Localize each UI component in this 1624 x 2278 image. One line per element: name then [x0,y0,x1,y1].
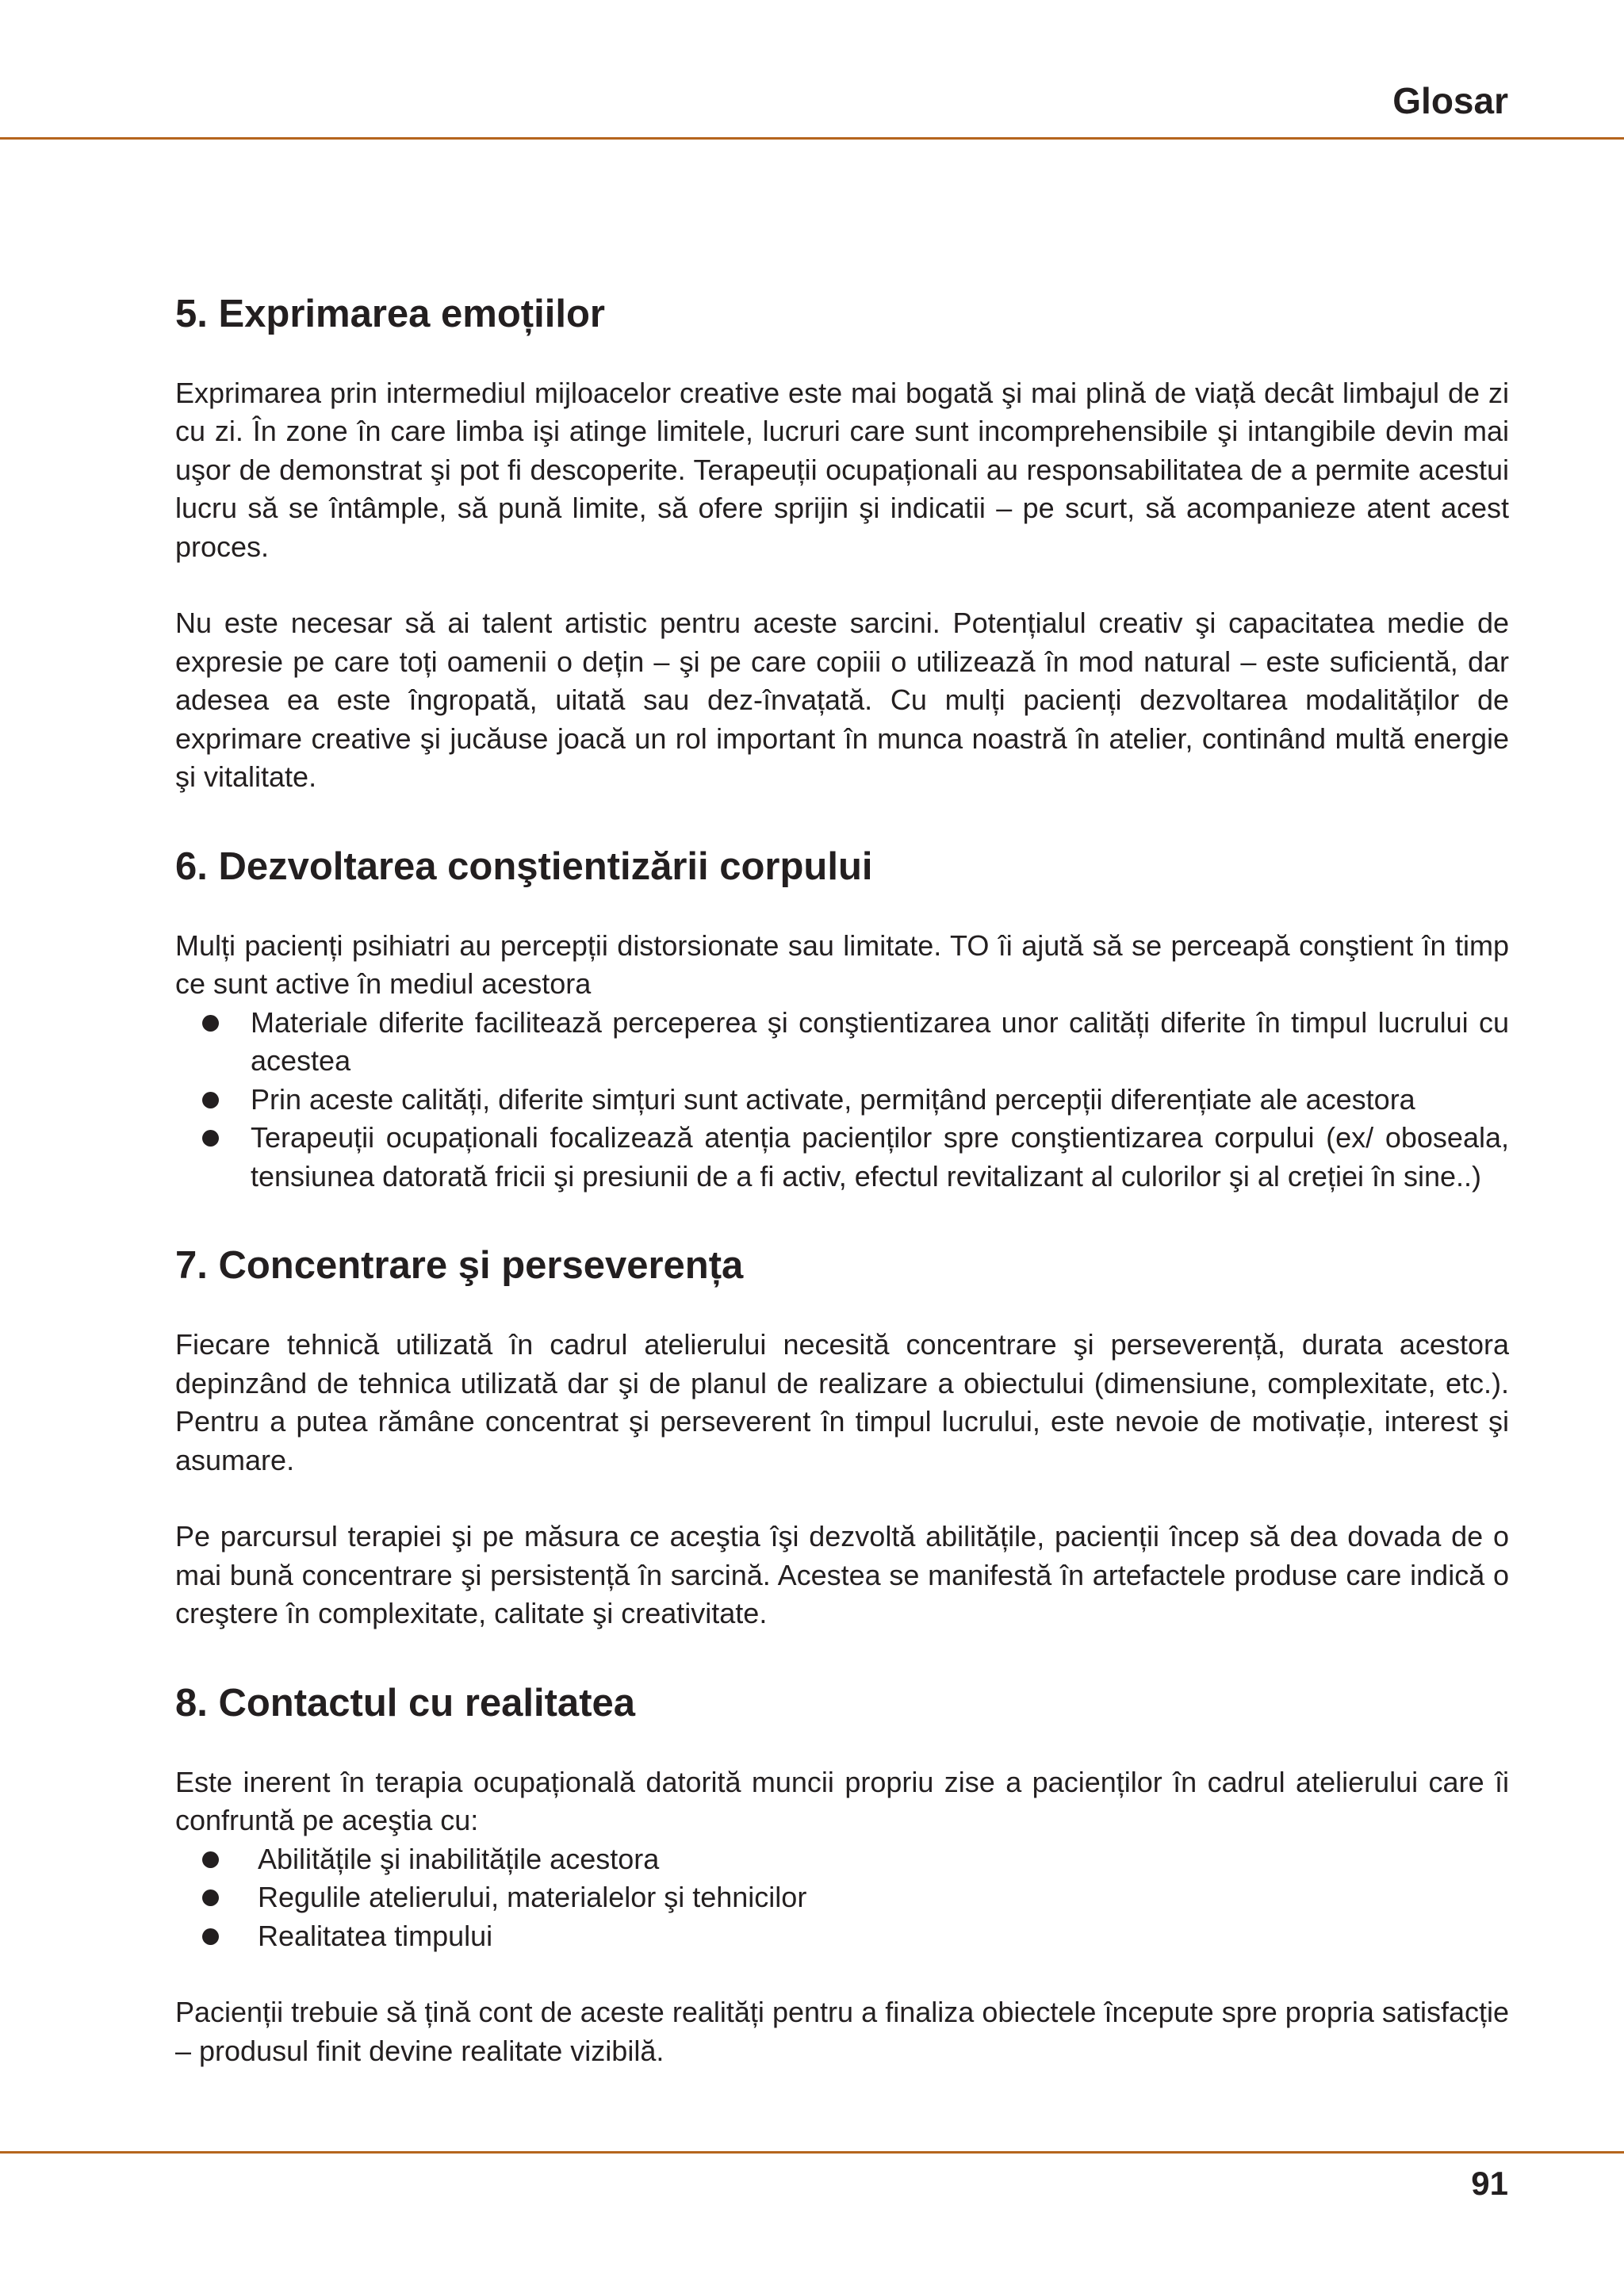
header-rule [0,137,1624,140]
list-item-text: Realitatea timpului [258,1919,493,1952]
section-heading: 8. Contactul cu realitatea [175,1681,636,1725]
footer-rule [0,2151,1624,2154]
section-heading: 7. Concentrare şi perseverența [175,1244,744,1288]
paragraph: Fiecare tehnică utilizată în cadrul atelierului necesită concentrare şi perseverență, durata acestora depinzând de tehnica utilizată dar şi de planul de realizare a obiectului (dimensiune, complexitate, etc.). Pentru a putea rămâne concentrat şi perseverent în timpul lucrului, este nevoie de motivație, interest şi asumare. [175,1328,1509,1476]
list-item [175,1081,1509,1120]
section-constientizarea-corpului [175,846,1509,1196]
list-item [175,1004,1509,1081]
list-item-text: Materiale diferite facilitează perceperea şi conştientizarea unor calități diferite în timpul lucrului cu acestea [251,1005,1509,1078]
section-contactul-cu-realitatea [175,1683,1509,2070]
list-item [175,1917,1509,1956]
bullet-icon [202,1130,219,1147]
page-number: 91 [1471,2165,1508,2202]
page-content [175,293,1509,2070]
bullet-icon [202,1889,219,1906]
paragraph: Este inerent în terapia ocupațională datorită muncii propriu zise a pacienților în cadrul atelierului care îi confruntă pe aceştia cu: [175,1765,1509,1837]
bullet-icon [202,1092,219,1108]
paragraph: Nu este necesar să ai talent artistic pentru aceste sarcini. Potențialul creativ şi capacitatea medie de expresie pe care toți oamenii o dețin – şi pe care copiii o utilizează în mod natural – este suficientă, dar adesea ea este îngropată, uitată sau dez-învațată. Cu mulți pacienți dezvoltarea modalităților de exprimare creative şi jucăuse joacă un rol important în munca noastră în atelier, continând multă energie şi vitalitate. [175,607,1509,794]
list-item-text: Abilitățile şi inabilitățile acestora [258,1842,660,1875]
list-item [175,1878,1509,1917]
list-item-text: Regulile atelierului, materialelor şi tehnicilor [258,1881,807,1914]
running-header: Glosar [1392,80,1508,121]
list-item-text: Prin aceste calități, diferite simțuri sunt activate, permițând percepții diferențiate ale acestora [251,1082,1415,1116]
section-exprimarea-emotiilor [175,293,1509,797]
section-concentrare-perseverenta [175,1245,1509,1633]
list-item [175,1119,1509,1196]
bullet-icon [202,1851,219,1868]
bullet-icon [202,1928,219,1945]
list-item [175,1840,1509,1879]
bullet-icon [202,1015,219,1032]
section-heading: 6. Dezvoltarea conştientizării corpului [175,844,873,888]
bullet-list [175,1840,1509,1956]
paragraph: Mulți pacienți psihiatri au percepții distorsionate sau limitate. TO îi ajută să se perceapă conştient în timp ce sunt active în mediul acestora [175,928,1509,1001]
section-heading: 5. Exprimarea emoțiilor [175,293,605,335]
paragraph: Pacienții trebuie să țină cont de aceste realități pentru a finaliza obiectele începute spre propria satisfacție – produsul finit devine realitate vizibilă. [175,1996,1509,2067]
bullet-list [175,1004,1509,1196]
paragraph: Exprimarea prin intermediul mijloacelor creative este mai bogată şi mai plină de viață decât limbajul de zi cu zi. În zone în care limba işi atinge limitele, lucruri care sunt incomprehensibile şi intangibile devin mai uşor de demonstrat şi pot fi descoperite. Terapeuții ocupaționali au responsabilitatea de a permite acestui lucru să se întâmple, să pună limite, să ofere sprijin şi indicatii – pe scurt, să acompanieze atent acest proces. [175,376,1509,563]
paragraph: Pe parcursul terapiei şi pe măsura ce aceştia îşi dezvoltă abilitățile, pacienții încep să dea dovada de o mai bună concentrare şi persistență în sarcină. Acestea se manifestă în artefactele produse care indică o creştere în complexitate, calitate şi creativitate. [175,1520,1509,1630]
list-item-text: Terapeuții ocupaționali focalizează atenția pacienților spre conştientizarea corpului (ex/ oboseala, tensiunea datorată fricii şi presiunii de a fi activ, efectul revitalizant al culorilor şi al creției în sine..) [251,1121,1509,1193]
